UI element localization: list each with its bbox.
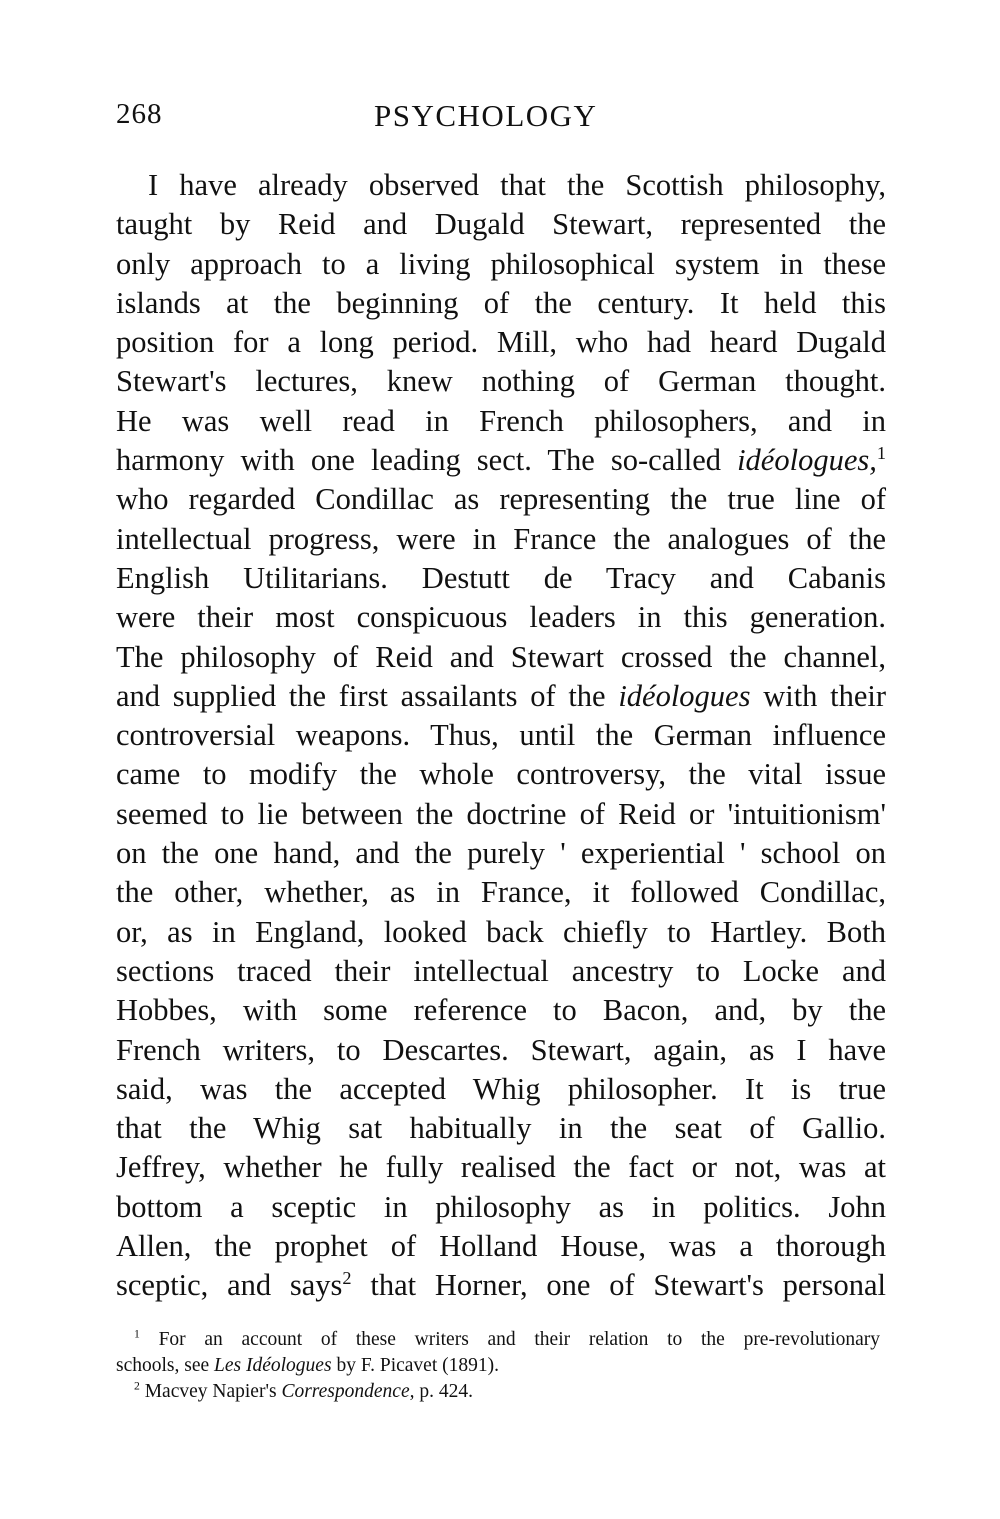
footnote-marker: 2 xyxy=(134,1379,140,1393)
text-segment: with their xyxy=(763,678,887,713)
footnote-text: For an account of these writers and their relation to the pre-revolutionary xyxy=(158,1329,881,1350)
footnote-1 xyxy=(116,1327,880,1353)
text-line: The philosophy of Reid and Stewart crossed the channel, xyxy=(116,639,886,674)
text-line: that the Whig sat habitually in the seat of Gallio. xyxy=(116,1111,886,1146)
text-line-with-italic xyxy=(116,677,886,716)
text-line: the other, whether, as in France, it followed Condillac, xyxy=(116,875,886,910)
text-line: sections traced their intellectual ancestry to Locke and xyxy=(116,953,886,988)
text-line: Stewart's lectures, knew nothing of German thought. xyxy=(116,364,886,399)
footnote-text: Macvey Napier's xyxy=(144,1381,277,1402)
text-line: French writers, to Descartes. Stewart, again, as I have xyxy=(116,1032,886,1067)
text-line: seemed to lie between the doctrine of Reid or 'intuitionism' xyxy=(116,796,886,831)
text-line: position for a long period. Mill, who had heard Dugald xyxy=(116,325,886,360)
text-segment: that Horner, one of Stewart's personal xyxy=(370,1268,887,1303)
text-line: English Utilitarians. Destutt de Tracy and Cabanis xyxy=(116,560,886,595)
text-line: said, was the accepted Whig philosopher. It is true xyxy=(116,1071,886,1106)
text-line: bottom a sceptic in philosophy as in politics. John xyxy=(116,1189,886,1224)
text-line: He was well read in French philosophers, and in xyxy=(116,403,886,438)
running-head xyxy=(116,98,896,142)
text-line-with-italic xyxy=(116,441,886,480)
page-number: 268 xyxy=(116,98,163,130)
text-line: came to modify the whole controversy, the vital issue xyxy=(116,757,886,792)
text-line: I have already observed that the Scottish philosophy, xyxy=(148,168,886,202)
text-line: Hobbes, with some reference to Bacon, and, by the xyxy=(116,993,886,1028)
text-line: islands at the beginning of the century. It held this xyxy=(116,285,886,320)
footnote-text: p. 424. xyxy=(419,1381,473,1402)
footnote-reference: 1 xyxy=(876,442,886,463)
text-line: intellectual progress, were in France the analogues of the xyxy=(116,521,886,556)
footnotes xyxy=(116,1327,880,1405)
text-segment: sceptic, and says xyxy=(116,1268,343,1303)
footnote-reference: 2 xyxy=(342,1268,352,1289)
italic-term: idéologues xyxy=(618,678,751,713)
footnote-1-continued xyxy=(116,1353,880,1379)
text-segment: and supplied the first assailants of the xyxy=(116,678,606,713)
italic-term: idéologues, xyxy=(737,443,877,478)
text-line: were their most conspicuous leaders in this generation. xyxy=(116,600,886,635)
text-line-with-footnote-ref xyxy=(116,1266,886,1305)
text-line: Jeffrey, whether he fully realised the fact or not, was at xyxy=(116,1150,886,1185)
italic-title: Correspondence, xyxy=(281,1381,415,1402)
text-line: who regarded Condillac as representing the true line of xyxy=(116,482,886,517)
text-line: controversial weapons. Thus, until the German influence xyxy=(116,718,886,753)
footnote-text: by F. Picavet (1891). xyxy=(336,1355,499,1376)
text-segment: harmony with one leading sect. The so-called xyxy=(116,443,721,478)
text-line: only approach to a living philosophical system in these xyxy=(116,246,886,281)
italic-title: Les Idéologues xyxy=(214,1355,332,1376)
running-title: PSYCHOLOGY xyxy=(374,98,598,133)
footnote-marker: 1 xyxy=(134,1327,140,1341)
body-paragraph xyxy=(116,166,886,1306)
footnote-2 xyxy=(116,1379,880,1405)
text-line: taught by Reid and Dugald Stewart, represented the xyxy=(116,207,886,242)
text-line: on the one hand, and the purely ' experiential ' school on xyxy=(116,836,886,871)
text-line: or, as in England, looked back chiefly to Hartley. Both xyxy=(116,914,886,949)
footnote-text: schools, see xyxy=(116,1355,210,1376)
text-line: Allen, the prophet of Holland House, was a thorough xyxy=(116,1229,886,1264)
